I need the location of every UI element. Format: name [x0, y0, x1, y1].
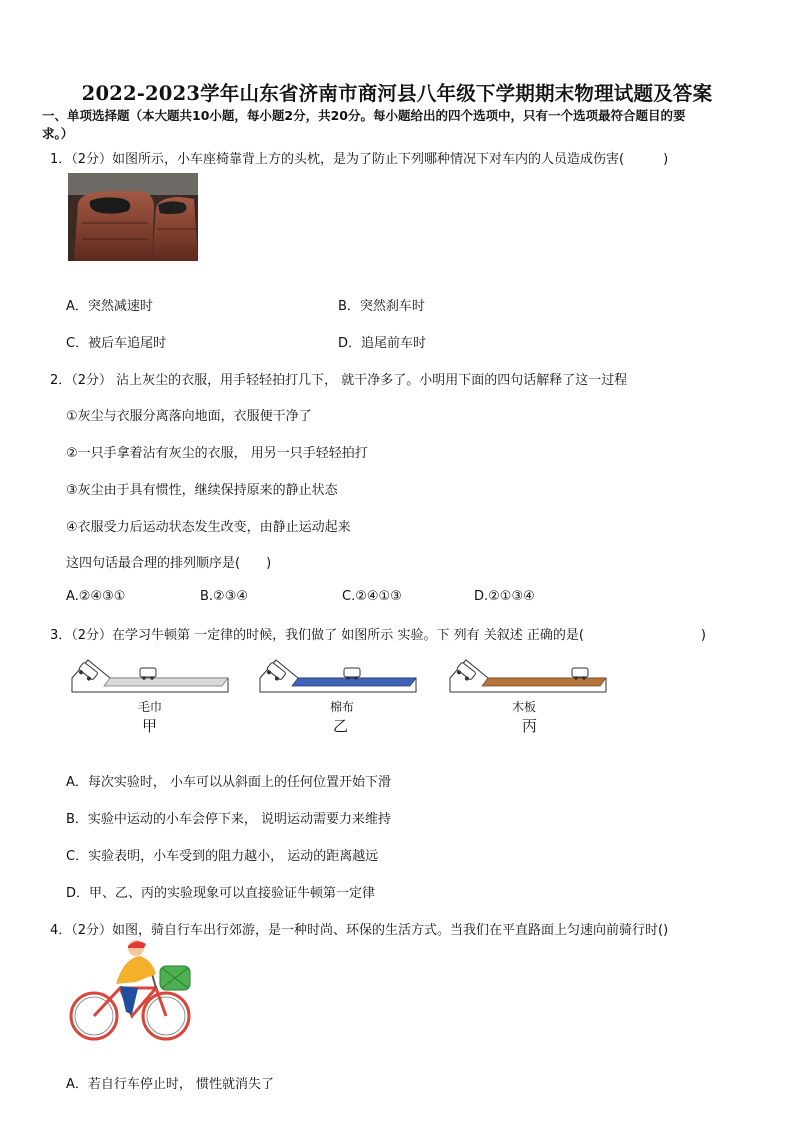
q2-option-d: D.②①③④ — [474, 589, 535, 604]
q1-option-d: D．追尾前车时 — [338, 336, 427, 351]
q2-statement-1: ①灰尘与衣服分离落向地面，衣服便干净了 — [66, 409, 312, 424]
label-yi: 乙 — [333, 717, 349, 735]
towel-ramp-diagram — [70, 656, 230, 696]
cloth-ramp-diagram — [258, 656, 418, 696]
q2-statement-2: ②一只手拿着沾有灰尘的衣服， 用另一只手轻轻拍打 — [66, 446, 368, 461]
question-2-stem: 2．（2分） 沾上灰尘的衣服，用手轻轻拍打几下， 就干净多了。小明用下面的四句话解释了这一过程 — [50, 373, 628, 388]
q1-option-a: A．突然减速时 — [66, 299, 153, 314]
q3-option-a: A．每次实验时， 小车可以从斜面上的任何位置开始下滑 — [66, 775, 392, 790]
question-1-stem: 1．（2分）如图所示，小车座椅靠背上方的头枕，是为了防止下列哪种情况下对车内的人员造成伤害( ) — [50, 152, 669, 167]
label-wood: 木板 — [512, 700, 537, 714]
q2-statement-4: ④衣服受力后运动状态发生改变，由静止运动起来 — [66, 520, 351, 535]
label-towel: 毛巾 — [138, 700, 163, 714]
q1-option-b: B．突然刹车时 — [338, 299, 425, 314]
q1-option-c: C．被后车追尾时 — [66, 336, 167, 351]
q4-option-a: A．若自行车停止时， 惯性就消失了 — [66, 1077, 275, 1092]
q3-option-b: B．实验中运动的小车会停下来， 说明运动需要力来维持 — [66, 812, 392, 827]
q2-option-a: A.②④③① — [66, 589, 126, 604]
q2-option-c: C.②④①③ — [342, 589, 402, 604]
car-headrest-image — [68, 173, 198, 261]
q2-option-b: B.②③④ — [200, 589, 249, 604]
q3-option-c: C．实验表明，小车受到的阻力越小， 运动的距离越远 — [66, 849, 379, 864]
question-3-stem: 3．（2分）在学习牛顿第 一定律的时候，我们做了 如图所示 实验。下 列有 关叙述 正确的是( ) — [50, 628, 706, 643]
cyclist-image — [66, 938, 196, 1048]
label-cloth: 棉布 — [330, 700, 355, 714]
section-heading-cont: 求。） — [42, 126, 74, 141]
label-bing: 丙 — [522, 717, 538, 735]
section-heading: 一、单项选择题（本大题共10小题，每小题2分，共20分。每小题给出的四个选项中，只有一个选项最符合题目的要 — [42, 108, 686, 123]
question-4-stem: 4．（2分）如图，骑自行车出行郊游，是一种时尚、环保的生活方式。当我们在平直路面上匀速向前骑行时() — [50, 923, 669, 938]
label-jia: 甲 — [142, 717, 158, 735]
q2-statement-3: ③灰尘由于具有惯性，继续保持原来的静止状态 — [66, 483, 338, 498]
q3-option-d: D．甲、乙、丙的实验现象可以直接验证牛顿第一定律 — [66, 886, 376, 901]
page-title: 2022-2023学年山东省济南市商河县八年级下学期期末物理试题及答案 — [81, 82, 713, 105]
q2-prompt: 这四句话最合理的排列顺序是( ) — [66, 556, 272, 571]
wood-ramp-diagram — [448, 656, 608, 696]
